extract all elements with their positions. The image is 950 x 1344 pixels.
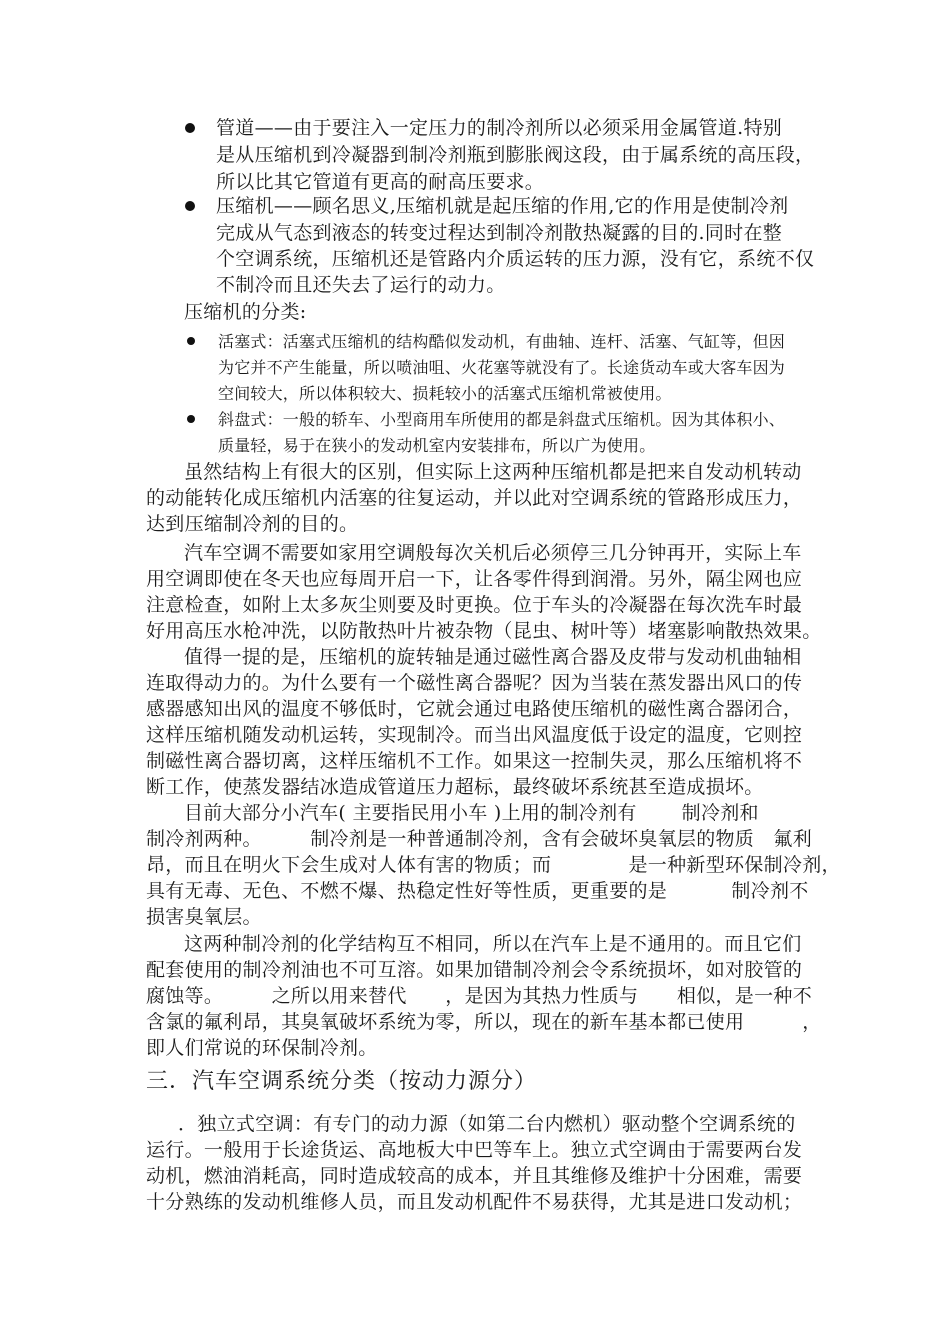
subsection-label: 压缩机的分类: (184, 301, 307, 323)
text-line: 好用高压水枪冲洗，以防散热叶片被杂物（昆虫、树叶等）堵塞影响散热效果。 (146, 620, 822, 642)
text-line: 损害臭氧层。 (146, 906, 262, 928)
text-line: 达到压缩制冷剂的目的。 (146, 513, 359, 535)
text-line: 昂，而且在明火下会生成对人体有害的物质；而 是一种新型环保制冷剂， (146, 854, 841, 876)
text-line: 个空调系统，压缩机还是管路内介质运转的压力源，没有它，系统不仅 (216, 248, 815, 270)
text-line: 管道——由于要注入一定压力的制冷剂所以必须采用金属管道.特别 (216, 117, 783, 139)
bullet-icon (185, 123, 195, 133)
bullet-icon (187, 415, 195, 423)
text-line: 压缩机——顾名思义,压缩机就是起压缩的作用,它的作用是使制冷剂 (216, 195, 789, 217)
text-line: 的动能转化成压缩机内活塞的往复运动，并以此对空调系统的管路形成压力， (146, 487, 803, 509)
text-line: 目前大部分小汽车( 主要指民用小车 )上用的制冷剂有 制冷剂和 (184, 802, 759, 824)
text-line: 所以比其它管道有更高的耐高压要求。 (216, 171, 545, 193)
text-line: 值得一提的是，压缩机的旋转轴是通过磁性离合器及皮带与发动机曲轴相 (184, 646, 802, 668)
text-line: 注意检查，如附上太多灰尘则要及时更换。位于车头的冷凝器在每次洗车时最 (146, 594, 803, 616)
text-line: 连取得动力的。为什么要有一个磁性离合器呢？因为当装在蒸发器出风口的传 (146, 672, 803, 694)
text-line: 十分熟练的发动机维修人员，而且发动机配件不易获得，尤其是进口发动机； (146, 1191, 803, 1213)
text-line: 即人们常说的环保制冷剂。 (146, 1037, 378, 1059)
bullet-icon (187, 337, 195, 345)
text-line: ．独立式空调：有专门的动力源（如第二台内燃机）驱动整个空调系统的 (178, 1113, 796, 1135)
bullet-icon (185, 201, 195, 211)
text-line: 完成从气态到液态的转变过程达到制冷剂散热凝露的目的.同时在整 (216, 222, 783, 244)
text-line: 用空调即使在冬天也应每周开启一下，让各零件得到润滑。另外，隔尘网也应 (146, 568, 803, 590)
text-line: 腐蚀等。 之所以用来替代 ，是因为其热力性质与 相似，是一种不 (146, 985, 813, 1007)
text-line: 不制冷而且还失去了运行的动力。 (216, 274, 506, 296)
text-line: 制磁性离合器切离，这样压缩机不工作。如果这一控制失灵，那么压缩机将不 (146, 750, 803, 772)
section-heading: 三．汽车空调系统分类（按动力源分） (146, 1069, 538, 1094)
text-line: 断工作，使蒸发器结冰造成管道压力超标，最终破坏系统甚至造成损坏。 (146, 776, 764, 798)
text-line: 汽车空调不需要如家用空调般每次关机后必须停三几分钟再开，实际上车 (184, 542, 802, 564)
text-line: 虽然结构上有很大的区别，但实际上这两种压缩机都是把来自发动机转动 (184, 461, 802, 483)
text-line: 活塞式：活塞式压缩机的结构酷似发动机，有曲轴、连杆、活塞、气缸等，但因 (218, 332, 786, 351)
text-line: 斜盘式：一般的轿车、小型商用车所使用的都是斜盘式压缩机。因为其体积小、 (218, 410, 786, 429)
text-line: 这两种制冷剂的化学结构互不相同，所以在汽车上是不通用的。而且它们 (184, 933, 802, 955)
text-line: 制冷剂两种。 制冷剂是一种普通制冷剂，含有会破坏臭氧层的物质 氟利 (146, 828, 813, 850)
text-line: 为它并不产生能量，所以喷油咀、火花塞等就没有了。长途货动车或大客车因为 (218, 358, 786, 377)
text-line: 感器感知出风的温度不够低时，它就会通过电路使压缩机的磁性离合器闭合， (146, 698, 803, 720)
text-line: 运行。一般用于长途货运、高地板大中巴等车上。独立式空调由于需要两台发 (146, 1139, 803, 1161)
text-line: 含氯的氟利昂，其臭氧破坏系统为零，所以，现在的新车基本都已使用 ， (146, 1011, 822, 1033)
text-line: 质量轻，易于在狭小的发动机室内安装排布，所以广为使用。 (218, 436, 656, 455)
text-line: 具有无毒、无色、不燃不爆、热稳定性好等性质，更重要的是 制冷剂不 (146, 880, 809, 902)
text-line: 配套使用的制冷剂油也不可互溶。如果加错制冷剂会令系统损坏，如对胶管的 (146, 959, 803, 981)
text-line: 这样压缩机随发动机运转，实现制冷。而当出风温度低于设定的温度，它则控 (146, 724, 803, 746)
text-line: 是从压缩机到冷凝器到制冷剂瓶到膨胀阀这段，由于属系统的高压段， (216, 144, 815, 166)
text-line: 空间较大，所以体积较大、损耗较小的活塞式压缩机常被使用。 (218, 384, 672, 403)
text-line: 动机，燃油消耗高，同时造成较高的成本，并且其维修及维护十分困难，需要 (146, 1165, 803, 1187)
